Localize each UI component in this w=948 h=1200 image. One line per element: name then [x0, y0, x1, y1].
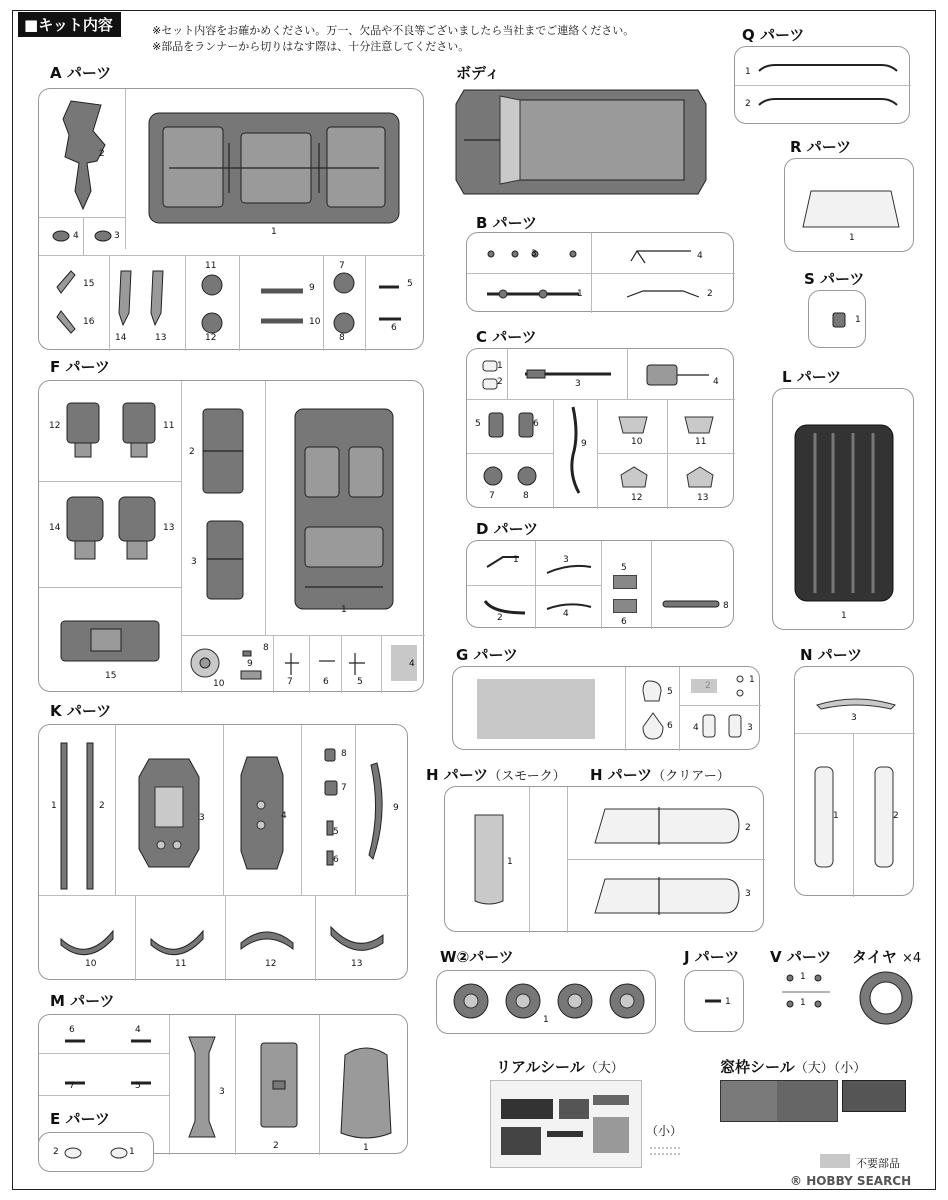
a-parts-box: 2 4 3 1 15 16 14 13 11 12 9 10 7 8 5 6	[38, 88, 424, 350]
a-part-4	[51, 229, 71, 243]
h-part-2-clear-window	[585, 803, 743, 849]
l-parts-title: L パーツ	[782, 368, 842, 386]
v-parts-dots	[780, 972, 832, 1012]
d-parts-box: 1 3 5 2 4 6 8	[466, 540, 734, 628]
c-part-11	[681, 413, 717, 437]
a-part-3	[93, 229, 113, 243]
c-part-7-8	[481, 463, 541, 489]
f-part-7-6-5	[283, 649, 383, 679]
k-part-4-rear-bumper	[239, 755, 285, 871]
g-part-7-unused	[477, 679, 595, 739]
window-seal-title: 窓枠シール（大）（小）	[720, 1058, 867, 1076]
m-parts-box: 6 4 7 5 3 2 1	[38, 1014, 408, 1154]
q-parts-box: 1 2	[734, 46, 910, 124]
body-shell	[454, 84, 708, 196]
watermark: ® HOBBY SEARCH	[790, 1174, 912, 1188]
f-part-11-seat	[121, 401, 157, 461]
a-part-11-12	[199, 271, 225, 341]
header-title: ■キット内容	[18, 12, 121, 37]
unused-legend-label: 不要部品	[856, 1157, 900, 1170]
m-part-1-hood	[339, 1045, 393, 1141]
unused-legend-swatch	[820, 1154, 850, 1168]
h-parts-box: 1 2 3	[444, 786, 764, 932]
a-part-5-6	[375, 277, 405, 327]
h-clear-title: H パーツ（クリアー）	[590, 766, 730, 784]
a-part-1-chassis	[149, 113, 399, 223]
g-parts-box: 5 6 2 1 4 3	[452, 666, 760, 750]
f-part-3-rear-seat	[203, 519, 247, 601]
n-parts-title: N パーツ	[800, 646, 863, 664]
a-part-15-16	[53, 267, 77, 337]
real-seal-decals	[497, 1087, 635, 1161]
f-part-15-dashboard	[61, 617, 161, 665]
k-part-10-fender	[59, 929, 115, 957]
k-part-12-fender	[239, 925, 295, 953]
b-part-2-link	[623, 285, 703, 303]
real-seal-small-label: （小）	[646, 1124, 683, 1138]
watermark-logo-icon: ®	[790, 1174, 802, 1188]
note-1: ※セット内容をお確かめください。万一、欠品や不良等ございましたら当社までご連絡ください。	[152, 24, 635, 37]
c-part-10	[615, 413, 651, 437]
k-part-13-fender	[329, 925, 385, 953]
a-part-9-10	[259, 281, 305, 331]
k-part-11-fender	[149, 929, 205, 957]
b-part-1-axle	[483, 285, 583, 303]
d-part-6	[613, 599, 637, 613]
f-part-13-seat	[117, 493, 157, 563]
c-part-9-pipe	[567, 405, 587, 495]
window-seal-small	[842, 1080, 906, 1112]
s-part-1	[831, 311, 847, 329]
e-parts-title: E パーツ	[50, 1110, 110, 1128]
l-parts-box: 1	[772, 388, 914, 630]
m-parts-title: M パーツ	[50, 992, 115, 1010]
w2-parts-title: W②パーツ	[440, 948, 514, 966]
r-part-1-window	[801, 187, 901, 231]
f-parts-title: F パーツ	[50, 358, 110, 376]
r-parts-title: R パーツ	[790, 138, 852, 156]
real-seal-sheet-large	[490, 1080, 642, 1168]
d-part-2	[481, 597, 529, 617]
window-seal-large	[720, 1080, 838, 1122]
c-part-13	[683, 465, 717, 493]
r-parts-box: 1	[784, 158, 914, 252]
a-part-7-8	[331, 269, 357, 341]
k-part-9-trim	[365, 761, 389, 861]
d-part-5	[613, 575, 637, 589]
q-parts-rails	[755, 61, 901, 121]
f-parts-box: 12 11 2 14 13 3 1 15 8 9 10 7 6 5 4	[38, 380, 424, 692]
f-part-10-9-8	[189, 643, 269, 683]
c-parts-title: C パーツ	[476, 328, 537, 346]
f-part-2-rear-seat	[199, 407, 247, 495]
real-seal-title: リアルシール（大）	[496, 1058, 624, 1076]
real-seal-sheet-small	[648, 1144, 684, 1158]
a-part-14-13	[117, 269, 177, 329]
v-parts-group: 1 1	[776, 970, 834, 1010]
c-part-3-exhaust	[523, 367, 613, 381]
tire	[858, 970, 914, 1026]
a-parts-title: A パーツ	[50, 64, 112, 82]
c-part-4-muffler	[643, 361, 713, 389]
c-parts-box: 1 2 3 4 5 6 9 10 11 7 8 12 13	[466, 348, 734, 508]
e-parts-box: 2 1	[38, 1132, 154, 1172]
k-parts-box: 1 2 3 4 8 7 5 6 9 10 11 12 13	[38, 724, 408, 980]
d-parts-title: D パーツ	[476, 520, 539, 538]
b-parts-box: 3 4 1 2	[466, 232, 734, 312]
f-part-14-seat	[65, 493, 105, 563]
d-part-3	[543, 561, 595, 577]
l-part-1-roof	[793, 423, 895, 603]
q-parts-title: Q パーツ	[742, 26, 805, 44]
v-parts-title: V パーツ	[770, 948, 832, 966]
g-part-2-unused	[691, 679, 717, 693]
j-parts-box: 1	[684, 970, 744, 1032]
k-part-1-2-side-skirts	[57, 741, 101, 891]
n-parts-box: 3 1 2	[794, 666, 914, 896]
k-part-3-front-bumper	[137, 757, 201, 869]
tire-title: タイヤ ×4	[852, 948, 922, 966]
k-parts-title: K パーツ	[50, 702, 112, 720]
s-parts-box: 1	[808, 290, 866, 348]
j-part-1	[703, 997, 723, 1005]
w2-wheels	[449, 981, 649, 1021]
d-part-8	[661, 599, 721, 609]
b-part-4-rod	[627, 243, 697, 265]
m-part-2	[257, 1041, 301, 1129]
d-part-4	[543, 599, 595, 615]
h-part-1-smoke-window	[469, 809, 509, 909]
c-part-5-6	[485, 409, 539, 441]
k-part-8-7-5-6	[319, 745, 343, 871]
g-part-1	[733, 673, 747, 701]
s-parts-title: S パーツ	[804, 270, 865, 288]
f-part-12-seat	[65, 401, 101, 461]
g-part-5-6-lenses	[639, 677, 669, 743]
note-2: ※部品をランナーから切りはなす際は、十分注意してください。	[152, 40, 470, 53]
h-smoke-title: H パーツ（スモーク）	[426, 766, 566, 784]
b-parts-title: B パーツ	[476, 214, 538, 232]
n-part-3	[813, 695, 899, 711]
f-part-1-interior-tub	[293, 407, 395, 613]
g-parts-title: G パーツ	[456, 646, 518, 664]
h-part-3-clear-window	[585, 873, 743, 919]
g-part-4-3	[699, 713, 745, 741]
w2-parts-box: 1	[436, 970, 656, 1034]
body-title: ボディ	[456, 64, 500, 82]
c-part-12	[617, 465, 651, 493]
m-part-3	[187, 1033, 217, 1141]
j-parts-title: J パーツ	[684, 948, 740, 966]
